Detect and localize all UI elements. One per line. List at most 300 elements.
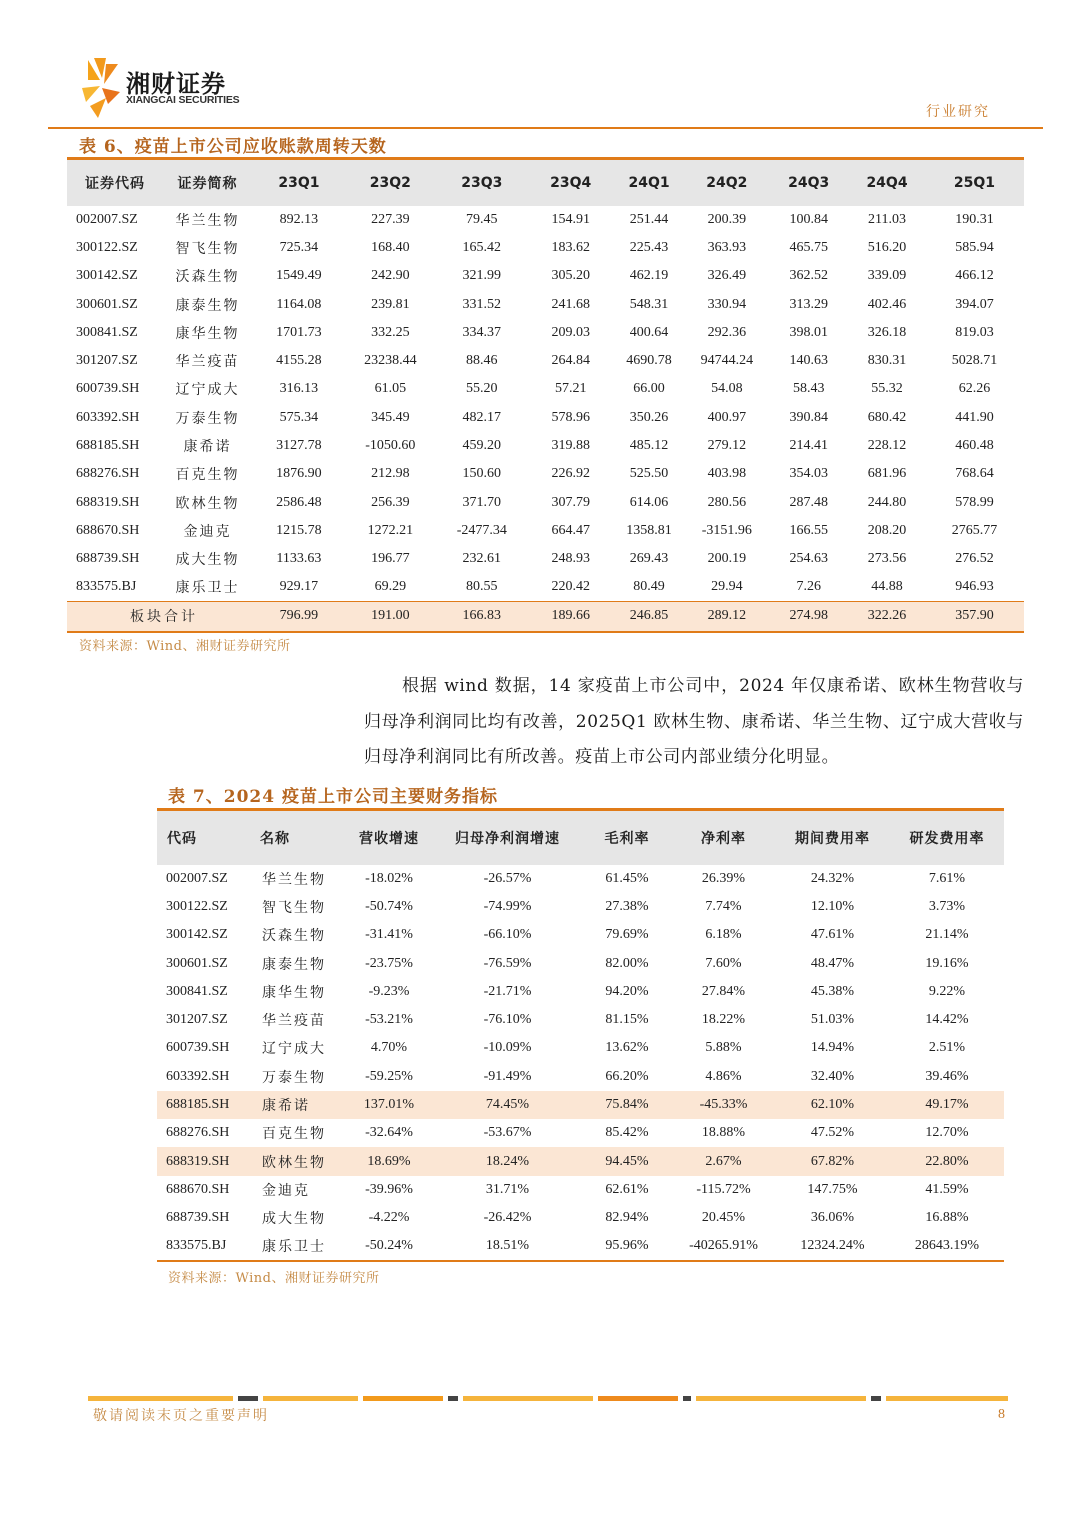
stock-name-cell: 华兰生物 bbox=[175, 212, 240, 229]
turnover-days-cell: 485.12 bbox=[629, 438, 669, 454]
turnover-days-cell: 227.39 bbox=[371, 211, 410, 227]
table7-row bbox=[157, 1204, 1004, 1232]
stock-name-cell: 成大生物 bbox=[262, 1211, 326, 1228]
indicator-value-cell: 94.20% bbox=[605, 983, 649, 999]
indicator-value-cell: 95.96% bbox=[605, 1238, 649, 1253]
indicator-value-cell: 49.17% bbox=[925, 1097, 969, 1113]
indicator-value-cell: 79.69% bbox=[605, 927, 649, 943]
total-value-cell: 357.90 bbox=[955, 608, 994, 624]
indicator-value-cell: -50.74% bbox=[365, 898, 413, 914]
table7-row bbox=[157, 1091, 1004, 1119]
indicator-value-cell: 32.40% bbox=[810, 1068, 855, 1084]
turnover-days-cell: 214.41 bbox=[789, 438, 828, 454]
table6-header-cell: 24Q2 bbox=[706, 174, 748, 191]
turnover-days-cell: 403.98 bbox=[707, 466, 747, 482]
xiangcai-logo-icon bbox=[82, 58, 122, 118]
indicator-value-cell: 67.82% bbox=[810, 1153, 855, 1169]
stock-code-cell: 600739.SH bbox=[76, 381, 140, 397]
indicator-value-cell: 19.16% bbox=[925, 955, 969, 971]
indicator-value-cell: 14.42% bbox=[925, 1012, 969, 1028]
table7-header-cell: 净利率 bbox=[701, 830, 746, 847]
indicator-value-cell: 45.38% bbox=[810, 983, 855, 999]
turnover-days-cell: 768.64 bbox=[955, 466, 994, 482]
turnover-days-cell: 241.68 bbox=[551, 296, 590, 312]
table6-row bbox=[67, 262, 1024, 290]
indicator-value-cell: -74.99% bbox=[483, 898, 532, 914]
turnover-days-cell: 1701.73 bbox=[276, 324, 322, 340]
indicator-value-cell: -76.59% bbox=[483, 955, 532, 971]
turnover-days-cell: 57.21 bbox=[554, 381, 587, 397]
indicator-value-cell: 85.42% bbox=[605, 1125, 649, 1141]
turnover-days-cell: 154.91 bbox=[551, 211, 590, 227]
indicator-value-cell: 27.38% bbox=[605, 898, 649, 914]
indicator-value-cell: -9.23% bbox=[368, 983, 410, 999]
indicator-value-cell: -32.64% bbox=[365, 1125, 413, 1141]
indicator-value-cell: 12324.24% bbox=[800, 1238, 865, 1253]
stock-code-cell: 833575.BJ bbox=[76, 579, 137, 595]
turnover-days-cell: 251.44 bbox=[629, 211, 669, 227]
turnover-days-cell: 371.70 bbox=[462, 494, 502, 510]
indicator-value-cell: 22.80% bbox=[925, 1153, 969, 1169]
turnover-days-cell: 228.12 bbox=[867, 438, 907, 454]
turnover-days-cell: 150.60 bbox=[462, 466, 502, 482]
turnover-days-cell: 208.20 bbox=[867, 522, 907, 538]
stock-code-cell: 300841.SZ bbox=[166, 983, 228, 999]
indicator-value-cell: -31.41% bbox=[365, 927, 413, 943]
table7-header-cell: 名称 bbox=[260, 830, 290, 847]
indicator-value-cell: 12.10% bbox=[810, 898, 855, 914]
indicator-value-cell: 48.47% bbox=[810, 955, 855, 971]
turnover-days-cell: 280.56 bbox=[707, 494, 747, 510]
indicator-value-cell: 18.24% bbox=[485, 1153, 530, 1169]
indicator-value-cell: -59.25% bbox=[365, 1068, 413, 1084]
indicator-value-cell: -10.09% bbox=[483, 1040, 532, 1056]
stock-name-cell: 康华生物 bbox=[175, 325, 240, 342]
turnover-days-cell: 680.42 bbox=[867, 409, 907, 425]
turnover-days-cell: 313.29 bbox=[789, 296, 828, 312]
stock-name-cell: 智飞生物 bbox=[262, 899, 326, 916]
turnover-days-cell: 1215.78 bbox=[276, 522, 322, 538]
stock-code-cell: 688670.SH bbox=[166, 1181, 230, 1197]
turnover-days-cell: 345.49 bbox=[371, 409, 410, 425]
stock-name-cell: 康华生物 bbox=[262, 984, 326, 1001]
turnover-days-cell: 226.92 bbox=[551, 466, 590, 482]
indicator-value-cell: 47.61% bbox=[810, 927, 855, 943]
turnover-days-cell: 462.19 bbox=[629, 268, 669, 284]
indicator-value-cell: 4.70% bbox=[370, 1040, 408, 1056]
indicator-value-cell: -23.75% bbox=[365, 955, 413, 971]
turnover-days-cell: 256.39 bbox=[371, 494, 410, 510]
table6-row bbox=[67, 573, 1024, 601]
turnover-days-cell: -3151.96 bbox=[701, 522, 752, 538]
turnover-days-cell: 390.84 bbox=[789, 409, 828, 425]
stock-code-cell: 688319.SH bbox=[166, 1153, 230, 1169]
turnover-days-cell: 44.88 bbox=[871, 579, 903, 595]
turnover-days-cell: 254.63 bbox=[789, 551, 828, 567]
turnover-days-cell: 94744.24 bbox=[700, 353, 754, 369]
indicator-value-cell: -50.24% bbox=[365, 1238, 413, 1253]
table7-row bbox=[157, 893, 1004, 921]
stock-name-cell: 金迪克 bbox=[262, 1182, 310, 1199]
turnover-days-cell: 23238.44 bbox=[364, 353, 417, 369]
turnover-days-cell: 232.61 bbox=[462, 551, 502, 567]
indicator-value-cell: -91.49% bbox=[483, 1068, 532, 1084]
table7-row bbox=[157, 949, 1004, 977]
turnover-days-cell: 548.31 bbox=[629, 296, 669, 312]
indicator-value-cell: 47.52% bbox=[810, 1125, 855, 1141]
turnover-days-cell: 516.20 bbox=[867, 239, 907, 255]
table7-header-cell: 代码 bbox=[167, 830, 197, 847]
turnover-days-cell: 354.03 bbox=[789, 466, 828, 482]
turnover-days-cell: 248.93 bbox=[551, 551, 590, 567]
table7-header-cell: 期间费用率 bbox=[795, 830, 870, 847]
stock-code-cell: 002007.SZ bbox=[166, 870, 228, 886]
indicator-value-cell: 74.45% bbox=[485, 1097, 530, 1113]
turnover-days-cell: 54.08 bbox=[711, 381, 743, 397]
turnover-days-cell: 1133.63 bbox=[276, 551, 322, 567]
turnover-days-cell: 225.43 bbox=[629, 239, 669, 255]
table7-row bbox=[157, 865, 1004, 893]
stock-code-cell: 688739.SH bbox=[76, 551, 140, 567]
total-value-cell: 189.66 bbox=[551, 608, 590, 624]
indicator-value-cell: 82.00% bbox=[605, 955, 649, 971]
indicator-value-cell: 82.94% bbox=[605, 1210, 649, 1226]
turnover-days-cell: 279.12 bbox=[707, 438, 747, 454]
turnover-days-cell: 892.13 bbox=[279, 211, 319, 227]
stock-name-cell: 康希诺 bbox=[262, 1098, 310, 1115]
turnover-days-cell: 100.84 bbox=[789, 211, 828, 227]
stock-code-cell: 688185.SH bbox=[166, 1097, 230, 1113]
turnover-days-cell: 292.36 bbox=[707, 324, 747, 340]
indicator-value-cell: 4.86% bbox=[705, 1068, 742, 1084]
indicator-value-cell: 36.06% bbox=[810, 1210, 855, 1226]
stock-name-cell: 华兰生物 bbox=[262, 871, 326, 888]
turnover-days-cell: 264.84 bbox=[551, 353, 590, 369]
turnover-days-cell: 334.37 bbox=[462, 324, 502, 340]
indicator-value-cell: -26.57% bbox=[483, 870, 532, 886]
total-value-cell: 274.98 bbox=[789, 608, 828, 624]
turnover-days-cell: 273.56 bbox=[867, 551, 907, 567]
stock-name-cell: 百克生物 bbox=[262, 1126, 326, 1143]
turnover-days-cell: 330.94 bbox=[707, 296, 747, 312]
turnover-days-cell: 55.20 bbox=[466, 381, 498, 397]
stock-name-cell: 辽宁成大 bbox=[175, 382, 240, 399]
table6-row bbox=[67, 545, 1024, 573]
header-divider bbox=[48, 127, 1043, 129]
stock-name-cell: 金迪克 bbox=[183, 523, 232, 540]
table6-header-cell: 23Q2 bbox=[369, 174, 411, 191]
stock-code-cell: 688276.SH bbox=[76, 466, 140, 482]
stock-code-cell: 600739.SH bbox=[166, 1040, 230, 1056]
stock-name-cell: 成大生物 bbox=[175, 552, 240, 569]
turnover-days-cell: 585.94 bbox=[955, 239, 994, 255]
table6-header-cell: 24Q4 bbox=[866, 174, 908, 191]
indicator-value-cell: 24.32% bbox=[810, 870, 855, 886]
stock-code-cell: 688319.SH bbox=[76, 494, 140, 510]
turnover-days-cell: 2586.48 bbox=[276, 494, 322, 510]
stock-code-cell: 688670.SH bbox=[76, 522, 140, 538]
indicator-value-cell: 41.59% bbox=[925, 1181, 969, 1197]
table7-header-cell: 毛利率 bbox=[604, 830, 650, 847]
turnover-days-cell: 465.75 bbox=[789, 239, 828, 255]
turnover-days-cell: 681.96 bbox=[867, 466, 907, 482]
page-number: 8 bbox=[998, 1407, 1005, 1422]
table7-row bbox=[157, 1147, 1004, 1175]
stock-name-cell: 百克生物 bbox=[175, 467, 240, 484]
turnover-days-cell: 331.52 bbox=[462, 296, 502, 312]
turnover-days-cell: 7.26 bbox=[796, 579, 821, 595]
turnover-days-cell: 929.17 bbox=[279, 579, 319, 595]
stock-name-cell: 沃森生物 bbox=[262, 928, 326, 945]
stock-code-cell: 300601.SZ bbox=[76, 296, 138, 312]
turnover-days-cell: 200.39 bbox=[707, 211, 747, 227]
turnover-days-cell: 466.12 bbox=[955, 268, 994, 284]
turnover-days-cell: 578.96 bbox=[551, 409, 590, 425]
stock-name-cell: 康泰生物 bbox=[175, 297, 240, 314]
indicator-value-cell: 20.45% bbox=[701, 1210, 746, 1226]
table6-row bbox=[67, 375, 1024, 403]
indicator-value-cell: 2.67% bbox=[705, 1153, 742, 1169]
turnover-days-cell: 88.46 bbox=[466, 353, 498, 369]
turnover-days-cell: 482.17 bbox=[462, 409, 502, 425]
turnover-days-cell: 269.43 bbox=[629, 551, 669, 567]
turnover-days-cell: 2765.77 bbox=[951, 522, 998, 538]
turnover-days-cell: 316.13 bbox=[279, 381, 319, 397]
indicator-value-cell: 13.62% bbox=[605, 1040, 649, 1056]
total-value-cell: 246.85 bbox=[629, 608, 669, 624]
stock-code-cell: 603392.SH bbox=[76, 409, 140, 425]
turnover-days-cell: 578.99 bbox=[955, 494, 994, 510]
table7-row bbox=[157, 1176, 1004, 1204]
turnover-days-cell: 332.25 bbox=[371, 324, 410, 340]
indicator-value-cell: 62.10% bbox=[810, 1097, 855, 1113]
indicator-value-cell: -39.96% bbox=[365, 1181, 413, 1197]
stock-name-cell: 康希诺 bbox=[183, 439, 232, 456]
stock-code-cell: 301207.SZ bbox=[166, 1012, 228, 1028]
brand-name-en: XIANGCAI SECURITIES bbox=[126, 94, 240, 106]
indicator-value-cell: 18.51% bbox=[485, 1238, 530, 1253]
turnover-days-cell: 350.26 bbox=[629, 409, 669, 425]
turnover-days-cell: 305.20 bbox=[551, 268, 590, 284]
turnover-days-cell: 394.07 bbox=[955, 296, 994, 312]
indicator-value-cell: 3.73% bbox=[928, 898, 966, 914]
turnover-days-cell: 242.90 bbox=[371, 268, 410, 284]
table6-header-cell: 23Q3 bbox=[461, 174, 503, 191]
turnover-days-cell: 58.43 bbox=[792, 381, 825, 397]
turnover-days-cell: 326.49 bbox=[707, 268, 747, 284]
indicator-value-cell: 2.51% bbox=[928, 1040, 966, 1056]
turnover-days-cell: 4690.78 bbox=[626, 353, 672, 369]
indicator-value-cell: 16.88% bbox=[925, 1210, 969, 1226]
turnover-days-cell: 1358.81 bbox=[626, 522, 672, 538]
turnover-days-cell: 212.98 bbox=[371, 466, 410, 482]
turnover-days-cell: 614.06 bbox=[629, 494, 669, 510]
turnover-days-cell: 362.52 bbox=[789, 268, 828, 284]
table6-header-cell: 24Q3 bbox=[788, 174, 830, 191]
section-label: 行业研究 bbox=[926, 104, 990, 120]
table7-header-cell: 研发费用率 bbox=[909, 830, 985, 847]
indicator-value-cell: -45.33% bbox=[699, 1097, 748, 1113]
stock-code-cell: 603392.SH bbox=[166, 1068, 230, 1084]
total-value-cell: 796.99 bbox=[279, 608, 319, 624]
indicator-value-cell: -76.10% bbox=[483, 1012, 532, 1028]
stock-code-cell: 688185.SH bbox=[76, 438, 140, 454]
table6-header-cell: 23Q4 bbox=[550, 174, 592, 191]
indicator-value-cell: 81.15% bbox=[605, 1012, 649, 1028]
indicator-value-cell: 61.45% bbox=[605, 870, 649, 886]
stock-code-cell: 300122.SZ bbox=[76, 239, 138, 255]
stock-name-cell: 华兰疫苗 bbox=[175, 354, 240, 371]
turnover-days-cell: 29.94 bbox=[711, 579, 743, 595]
footer-disclaimer: 敬请阅读末页之重要声明 bbox=[93, 1408, 269, 1424]
indicator-value-cell: 28643.19% bbox=[914, 1238, 980, 1253]
table7-source: 资料来源：Wind、湘财证券研究所 bbox=[168, 1271, 380, 1286]
turnover-days-cell: 55.32 bbox=[871, 381, 903, 397]
turnover-days-cell: 4155.28 bbox=[276, 353, 322, 369]
turnover-days-cell: 339.09 bbox=[867, 268, 907, 284]
turnover-days-cell: 79.45 bbox=[466, 211, 498, 227]
stock-code-cell: 002007.SZ bbox=[76, 211, 138, 227]
indicator-value-cell: 5.88% bbox=[705, 1040, 742, 1056]
turnover-days-cell: 166.55 bbox=[789, 522, 828, 538]
indicator-value-cell: 14.94% bbox=[810, 1040, 855, 1056]
financial-indicators-table bbox=[157, 808, 1004, 1262]
turnover-days-cell: 61.05 bbox=[374, 381, 407, 397]
turnover-days-cell: 525.50 bbox=[629, 466, 669, 482]
indicator-value-cell: 66.20% bbox=[605, 1068, 649, 1084]
indicator-value-cell: -18.02% bbox=[365, 870, 413, 886]
table6-header-row bbox=[67, 159, 1024, 206]
turnover-days-cell: 398.01 bbox=[789, 324, 828, 340]
turnover-days-cell: 196.77 bbox=[371, 551, 410, 567]
total-label-cell: 板块合计 bbox=[129, 609, 198, 626]
indicator-value-cell: -115.72% bbox=[696, 1181, 751, 1197]
stock-name-cell: 万泰生物 bbox=[175, 410, 240, 427]
indicator-value-cell: -53.67% bbox=[483, 1125, 532, 1141]
stock-name-cell: 欧林生物 bbox=[262, 1154, 326, 1171]
turnover-days-cell: 220.42 bbox=[551, 579, 590, 595]
turnover-days-cell: 725.34 bbox=[279, 239, 319, 255]
table6-header-cell: 24Q1 bbox=[628, 174, 670, 191]
table7-header-row bbox=[157, 810, 1004, 865]
table6-header-cell: 证券简称 bbox=[177, 175, 238, 192]
turnover-days-cell: 326.18 bbox=[867, 324, 907, 340]
turnover-days-cell: 400.97 bbox=[707, 409, 747, 425]
turnover-days-cell: 66.00 bbox=[633, 381, 665, 397]
indicator-value-cell: 137.01% bbox=[363, 1097, 415, 1113]
turnover-days-cell: 1549.49 bbox=[276, 268, 322, 284]
total-value-cell: 191.00 bbox=[371, 608, 410, 624]
indicator-value-cell: 18.22% bbox=[701, 1012, 746, 1028]
table6-header-cell: 25Q1 bbox=[953, 174, 995, 191]
table7-caption: 表 7、2024 疫苗上市公司主要财务指标 bbox=[168, 787, 498, 807]
table7-row bbox=[157, 978, 1004, 1006]
turnover-days-cell: 62.26 bbox=[958, 381, 991, 397]
turnover-days-cell: 402.46 bbox=[867, 296, 907, 312]
turnover-days-cell: 307.79 bbox=[551, 494, 590, 510]
turnover-days-cell: 211.03 bbox=[868, 211, 906, 227]
indicator-value-cell: 7.60% bbox=[705, 955, 742, 971]
table6-row bbox=[67, 432, 1024, 460]
indicator-value-cell: 62.61% bbox=[605, 1181, 649, 1197]
turnover-days-cell: 80.55 bbox=[466, 579, 498, 595]
indicator-value-cell: 39.46% bbox=[925, 1068, 969, 1084]
turnover-days-cell: 575.34 bbox=[279, 409, 319, 425]
turnover-days-cell: 209.03 bbox=[551, 324, 590, 340]
table6-row bbox=[67, 347, 1024, 375]
stock-name-cell: 康乐卫士 bbox=[175, 580, 240, 597]
indicator-value-cell: 51.03% bbox=[810, 1012, 855, 1028]
table6-row bbox=[67, 517, 1024, 545]
turnover-days-cell: 1272.21 bbox=[367, 522, 414, 538]
indicator-value-cell: 9.22% bbox=[928, 983, 966, 999]
indicator-value-cell: 147.75% bbox=[807, 1181, 858, 1197]
indicator-value-cell: 75.84% bbox=[605, 1097, 649, 1113]
turnover-days-cell: 276.52 bbox=[955, 551, 994, 567]
indicator-value-cell: 6.18% bbox=[705, 927, 742, 943]
indicator-value-cell: -21.71% bbox=[483, 983, 532, 999]
stock-name-cell: 沃森生物 bbox=[175, 269, 240, 286]
indicator-value-cell: 12.70% bbox=[925, 1125, 969, 1141]
indicator-value-cell: -26.42% bbox=[483, 1210, 532, 1226]
turnover-days-cell: 140.63 bbox=[789, 353, 828, 369]
indicator-value-cell: -40265.91% bbox=[689, 1238, 758, 1253]
turnover-days-cell: 244.80 bbox=[867, 494, 907, 510]
indicator-value-cell: 7.74% bbox=[705, 898, 742, 914]
turnover-days-cell: 363.93 bbox=[707, 239, 747, 255]
turnover-days-cell: 5028.71 bbox=[951, 353, 998, 369]
indicator-value-cell: 94.45% bbox=[605, 1153, 649, 1169]
table7-row bbox=[157, 1063, 1004, 1091]
turnover-days-cell: 664.47 bbox=[551, 522, 590, 538]
stock-code-cell: 300142.SZ bbox=[76, 268, 138, 284]
table7-row bbox=[157, 921, 1004, 949]
indicator-value-cell: 27.84% bbox=[701, 983, 746, 999]
indicator-value-cell: -66.10% bbox=[483, 927, 532, 943]
stock-name-cell: 欧林生物 bbox=[175, 495, 240, 512]
indicator-value-cell: 31.71% bbox=[485, 1181, 530, 1197]
analysis-text: 根据 wind 数据，14 家疫苗上市公司中，2024 年仅康希诺、欧林生物营收与归母净利润同比均有改善，2025Q1 欧林生物、康希诺、华兰生物、辽宁成大营收与归母净利润同比有所改善。疫苗上市公司内部业绩分化明显。 bbox=[364, 676, 1024, 767]
turnover-days-cell: 1876.90 bbox=[276, 466, 322, 482]
table7-row bbox=[157, 1034, 1004, 1062]
table6-row bbox=[67, 206, 1024, 234]
table6-caption: 表 6、疫苗上市公司应收账款周转天数 bbox=[79, 137, 387, 157]
turnover-days-cell: 165.42 bbox=[462, 239, 502, 255]
turnover-days-cell: 460.48 bbox=[955, 438, 994, 454]
total-value-cell: 322.26 bbox=[867, 608, 907, 624]
stock-code-cell: 688739.SH bbox=[166, 1210, 230, 1226]
turnover-days-cell: -1050.60 bbox=[365, 438, 416, 454]
turnover-days-cell: 287.48 bbox=[789, 494, 828, 510]
turnover-days-cell: 819.03 bbox=[955, 324, 994, 340]
turnover-days-cell: 80.49 bbox=[633, 579, 665, 595]
turnover-days-cell: 168.40 bbox=[371, 239, 410, 255]
table7-header-cell: 归母净利润增速 bbox=[455, 830, 560, 847]
stock-code-cell: 688276.SH bbox=[166, 1125, 230, 1141]
turnover-days-cell: 3127.78 bbox=[276, 438, 322, 454]
turnover-days-cell: 830.31 bbox=[867, 353, 907, 369]
turnover-days-cell: 441.90 bbox=[955, 409, 994, 425]
brand-name-cn: 湘财证券 bbox=[126, 70, 226, 98]
stock-code-cell: 300142.SZ bbox=[166, 927, 228, 943]
turnover-days-cell: 459.20 bbox=[462, 438, 502, 454]
total-value-cell: 166.83 bbox=[462, 608, 502, 624]
table7-row bbox=[157, 1232, 1004, 1260]
turnover-days-cell: 239.81 bbox=[371, 296, 410, 312]
turnover-days-cell: 400.64 bbox=[629, 324, 669, 340]
table6-row bbox=[67, 234, 1024, 262]
receivables-turnover-table bbox=[67, 157, 1024, 633]
